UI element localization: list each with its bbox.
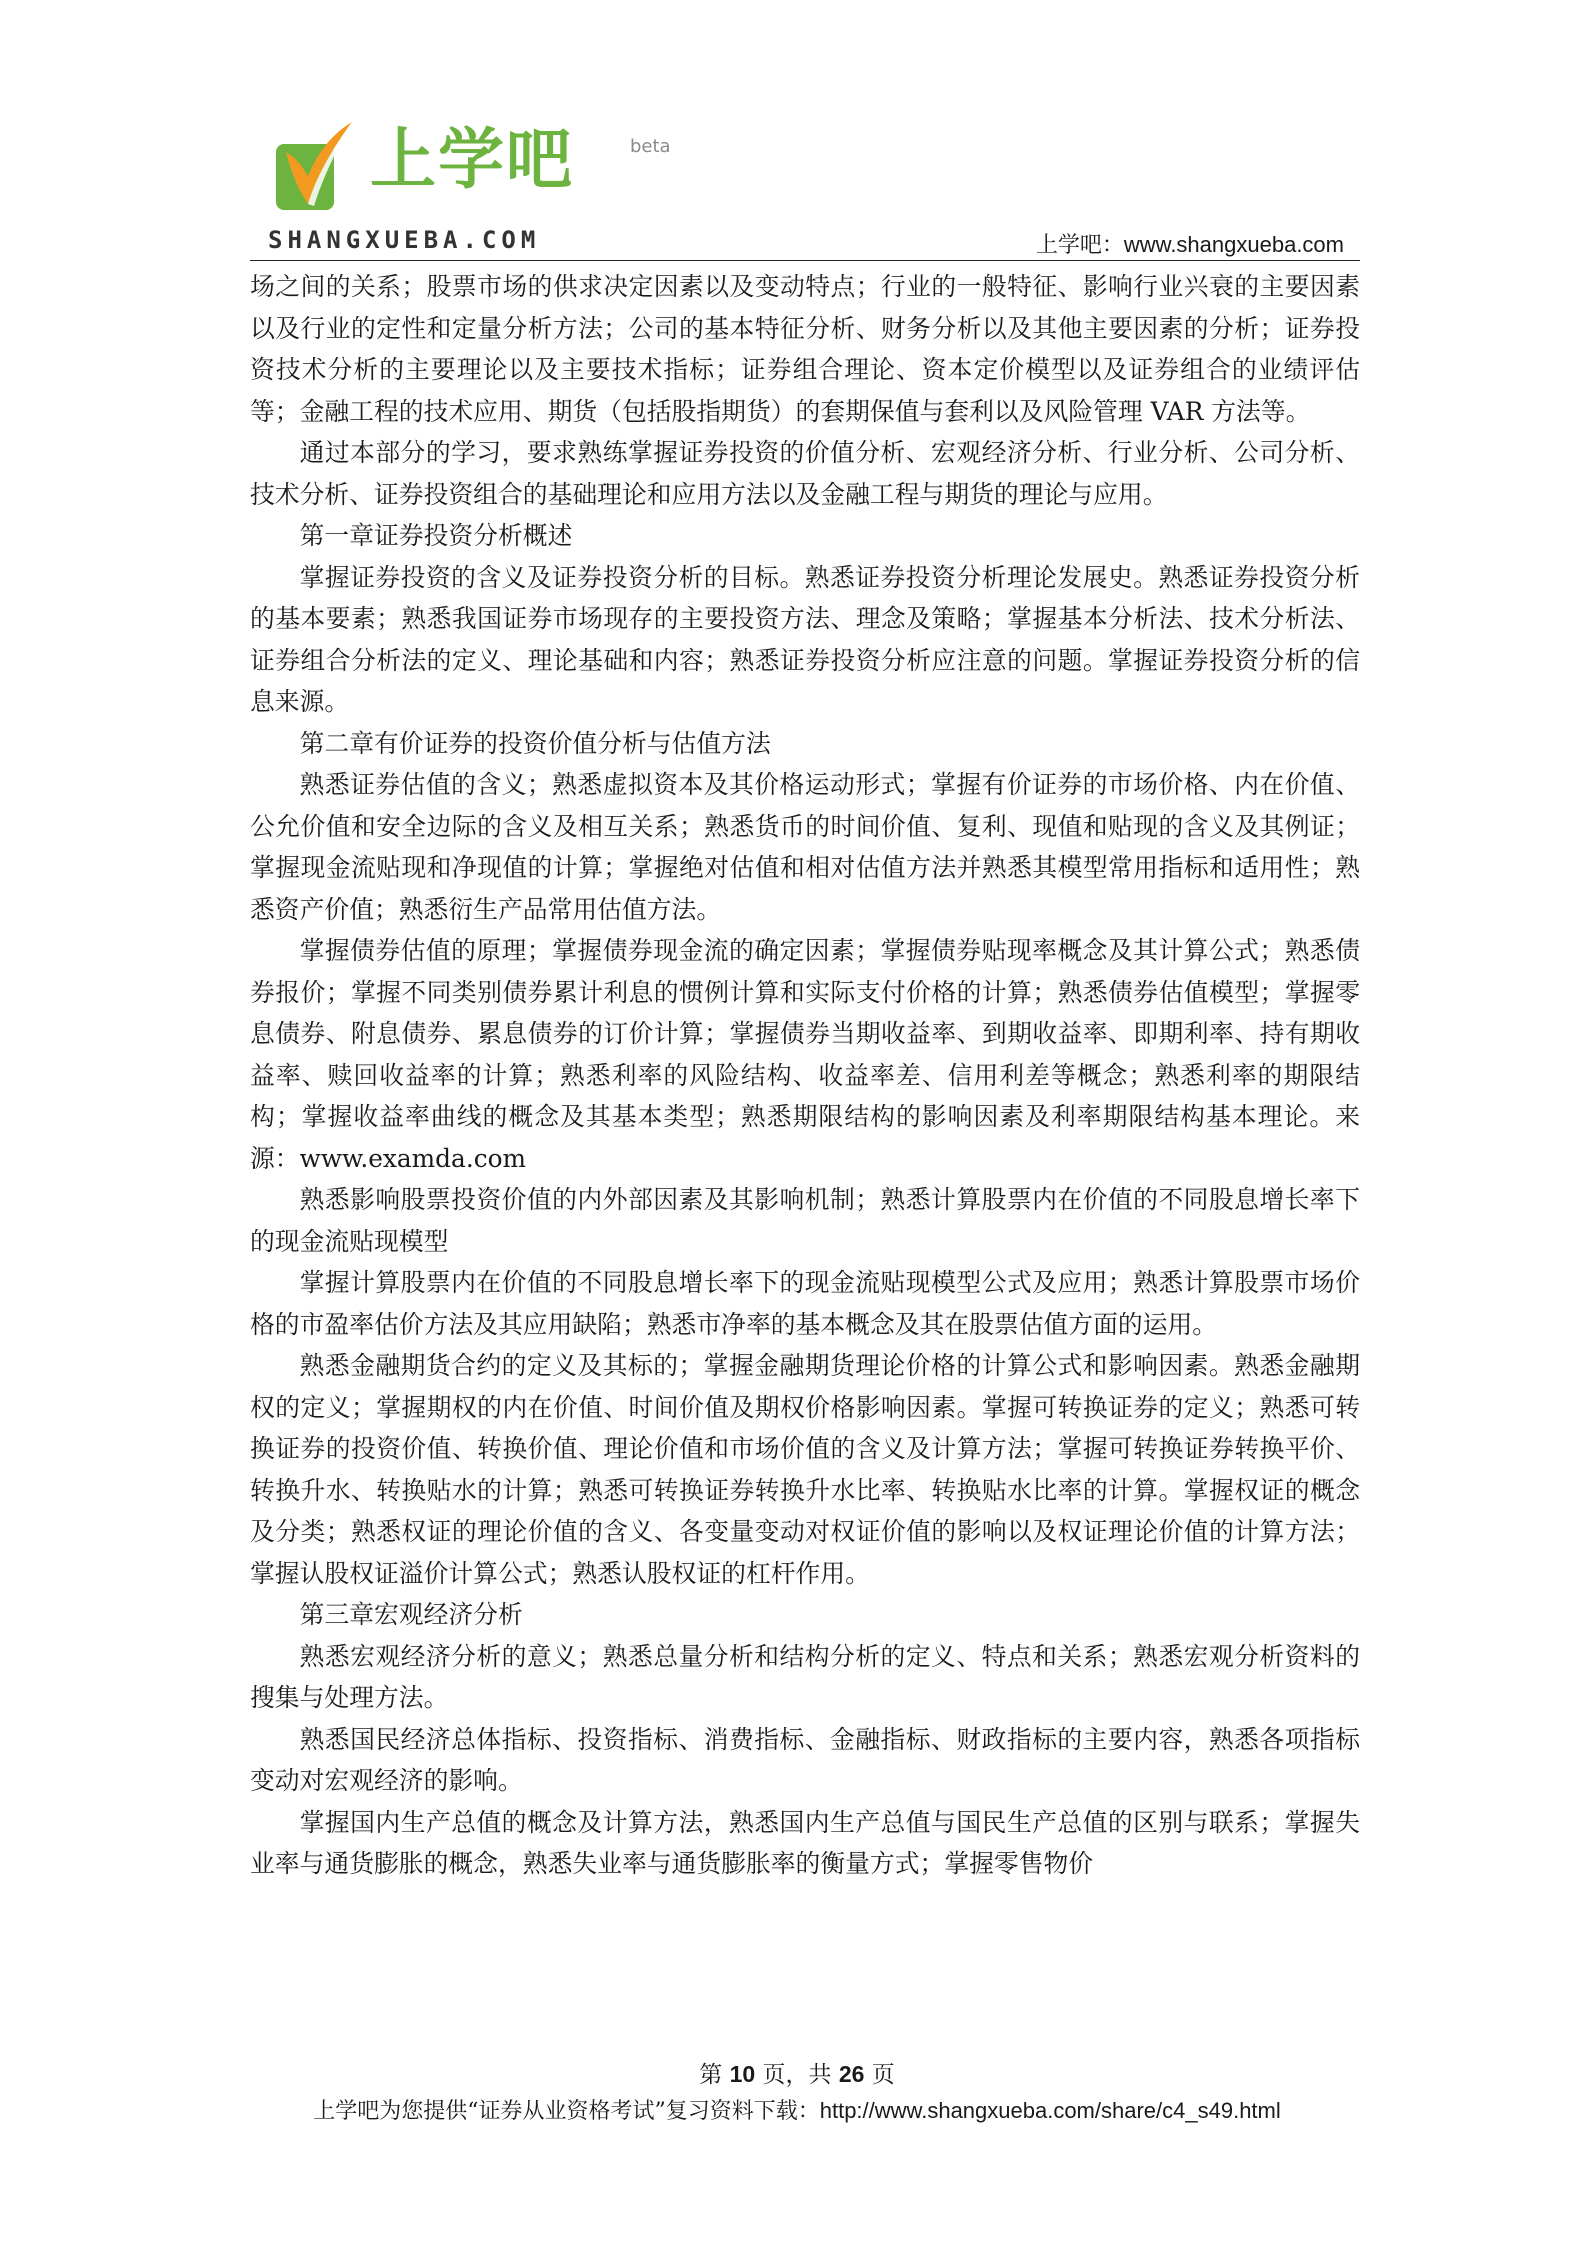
footer-share-link[interactable]: http://www.shangxueba.com/share/c4_s49.html	[819, 2098, 1281, 2123]
page-header	[0, 0, 1594, 260]
footer-note	[0, 2094, 1594, 2125]
document-body	[250, 266, 1360, 1885]
logo-title: 上学吧	[370, 121, 574, 198]
paragraph: 熟悉金融期货合约的定义及其标的；掌握金融期货理论价格的计算公式和影响因素。熟悉金融期权的定义；掌握期权的内在价值、时间价值及期权价格影响因素。掌握可转换证券的定义；熟悉可转换证券的投资价值、转换价值、理论价值和市场价值的含义及计算方法；掌握可转换证券转换平价、转换升水、转换贴水的计算；熟悉可转换证券转换升水比率、转换贴水比率的计算。掌握权证的概念及分类；熟悉权证的理论价值的含义、各变量变动对权证价值的影响以及权证理论价值的计算方法；掌握认股权证溢价计算公式；熟悉认股权证的杠杆作用。	[250, 1351, 1360, 1588]
chapter-heading: 第一章证券投资分析概述	[299, 521, 573, 550]
header-site-label: 上学吧：www.shangxueba.com	[1035, 232, 1344, 257]
paragraph: 掌握计算股票内在价值的不同股息增长率下的现金流贴现模型公式及应用；熟悉计算股票市场价格的市盈率估价方法及其应用缺陷；熟悉市净率的基本概念及其在股票估值方面的运用。	[250, 1268, 1360, 1339]
paragraph: 场之间的关系；股票市场的供求决定因素以及变动特点；行业的一般特征、影响行业兴衰的主要因素以及行业的定性和定量分析方法；公司的基本特征分析、财务分析以及其他主要因素的分析；证券投资技术分析的主要理论以及主要技术指标；证券组合理论、资本定价模型以及证券组合的业绩评估等；金融工程的技术应用、期货（包括股指期货）的套期保值与套利以及风险管理 VAR 方法等。	[250, 272, 1360, 426]
paragraph: 熟悉证券估值的含义；熟悉虚拟资本及其价格运动形式；掌握有价证券的市场价格、内在价值、公允价值和安全边际的含义及相互关系；熟悉货币的时间价值、复利、现值和贴现的含义及其例证；掌握现金流贴现和净现值的计算；掌握绝对估值和相对估值方法并熟悉其模型常用指标和适用性；熟悉资产价值；熟悉衍生产品常用估值方法。	[250, 770, 1360, 924]
paragraph: 熟悉国民经济总体指标、投资指标、消费指标、金融指标、财政指标的主要内容，熟悉各项指标变动对宏观经济的影响。	[250, 1724, 1360, 1795]
page-suffix: 页	[871, 2062, 895, 2088]
page-current: 10	[729, 2061, 756, 2087]
paragraph: 熟悉影响股票投资价值的内外部因素及其影响机制；熟悉计算股票内在价值的不同股息增长率下的现金流贴现模型	[250, 1185, 1360, 1256]
header-divider	[250, 260, 1360, 261]
leaf-logo-icon	[262, 118, 358, 218]
footer-note-text: 上学吧为您提供“证券从业资格考试”复习资料下载：	[313, 2099, 820, 2124]
paragraph: 掌握国内生产总值的概念及计算方法，熟悉国内生产总值与国民生产总值的区别与联系；掌握失业率与通货膨胀的概念，熟悉失业率与通货膨胀率的衡量方式；掌握零售物价	[250, 1807, 1360, 1878]
page-middle: 页，共	[762, 2062, 832, 2088]
paragraph: 掌握债券估值的原理；掌握债券现金流的确定因素；掌握债券贴现率概念及其计算公式；熟悉债券报价；掌握不同类别债券累计利息的惯例计算和实际支付价格的计算；熟悉债券估值模型；掌握零息债券、附息债券、累息债券的订价计算；掌握债券当期收益率、到期收益率、即期利率、持有期收益率、赎回收益率的计算；熟悉利率的风险结构、收益率差、信用利差等概念；熟悉利率的期限结构；掌握收益率曲线的概念及其基本类型；熟悉期限结构的影响因素及利率期限结构基本理论。来源：www.examda.com	[250, 936, 1360, 1173]
page-total: 26	[838, 2061, 865, 2087]
site-logo[interactable]	[262, 118, 671, 258]
page-number	[0, 2056, 1594, 2089]
page-prefix: 第	[699, 2062, 723, 2088]
chapter-heading: 第三章宏观经济分析	[299, 1600, 523, 1629]
paragraph: 掌握证券投资的含义及证券投资分析的目标。熟悉证券投资分析理论发展史。熟悉证券投资分析的基本要素；熟悉我国证券市场现存的主要投资方法、理念及策略；掌握基本分析法、技术分析法、证券组合分析法的定义、理论基础和内容；熟悉证券投资分析应注意的问题。掌握证券投资分析的信息来源。	[250, 562, 1360, 716]
logo-domain: SHANGXUEBA.COM	[268, 226, 541, 254]
chapter-heading: 第二章有价证券的投资价值分析与估值方法	[299, 728, 771, 758]
paragraph: 通过本部分的学习，要求熟练掌握证券投资的价值分析、宏观经济分析、行业分析、公司分析、技术分析、证券投资组合的基础理论和应用方法以及金融工程与期货的理论与应用。	[250, 438, 1360, 509]
paragraph: 熟悉宏观经济分析的意义；熟悉总量分析和结构分析的定义、特点和关系；熟悉宏观分析资料的搜集与处理方法。	[250, 1641, 1360, 1712]
logo-beta-label: beta	[630, 136, 671, 157]
